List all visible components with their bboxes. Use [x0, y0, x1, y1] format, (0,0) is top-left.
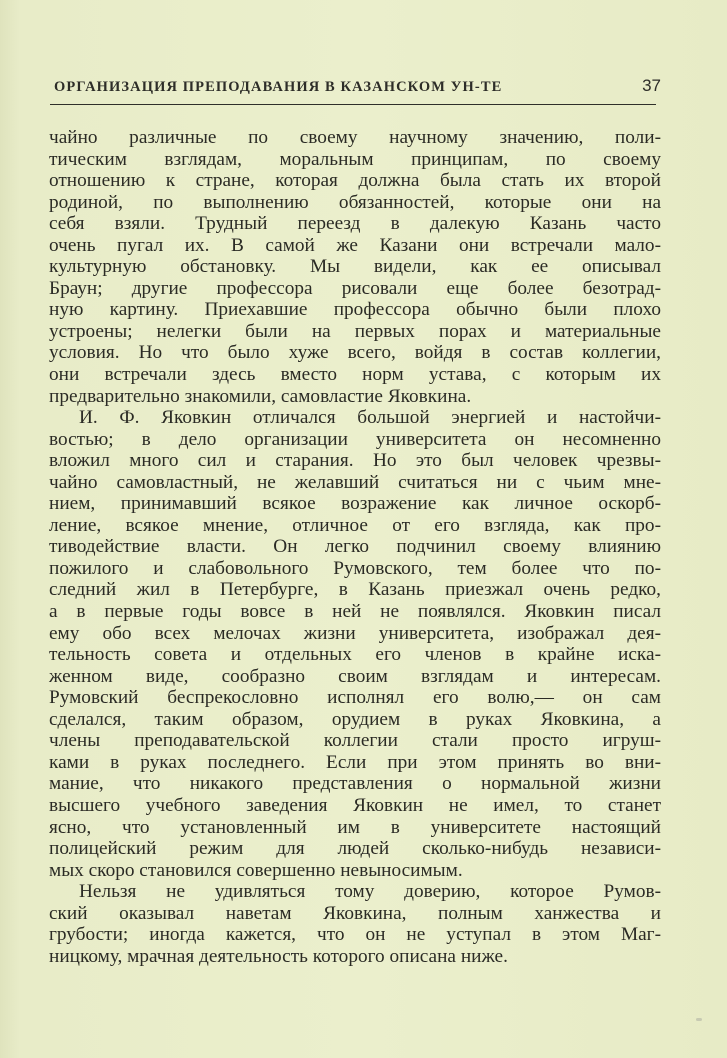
- text-line: высшего учебного заведения Яковкин не имел, то станет: [49, 794, 661, 816]
- paper-speck: [696, 1018, 702, 1021]
- text-line: себя взяли. Трудный переезд в далекую Казань часто: [49, 213, 661, 235]
- text-line: ему обо всех мелочах жизни университета, изображал дея-: [49, 622, 661, 644]
- text-line: женном виде, сообразно своим взглядам и интересам.: [49, 665, 661, 687]
- text-line: они встречали здесь вместо норм устава, с которым их: [49, 364, 661, 386]
- text-line: Румовский беспрекословно исполнял его волю,— он сам: [49, 687, 661, 709]
- text-line: родиной, по выполнению обязанностей, которые они на: [49, 191, 661, 213]
- text-line: тиводействие власти. Он легко подчинил своему влиянию: [49, 536, 661, 558]
- text-line: пожилого и слабовольного Румовского, тем более что по-: [49, 557, 661, 579]
- text-line: отношению к стране, которая должна была стать их второй: [49, 170, 661, 192]
- text-line: сделался, таким образом, орудием в руках Яковкина, а: [49, 708, 661, 730]
- text-line: чайно различные по своему научному значению, поли-: [49, 127, 661, 148]
- text-line: И. Ф. Яковкин отличался большой энергией и настойчи-: [79, 407, 661, 429]
- text-line: ную картину. Приехавшие профессора обычно были плохо: [49, 299, 661, 321]
- text-line: устроены; нелегки были на первых порах и материальные: [49, 320, 661, 342]
- text-line: мых скоро становился совершенно невыносимым.: [49, 859, 463, 881]
- text-line: тическим взглядам, моральным принципам, по своему: [49, 148, 661, 170]
- running-head: [49, 76, 661, 96]
- text-line: ский оказывал наветам Яковкина, полным ханжества и: [49, 902, 661, 924]
- text-line: грубости; иногда кажется, что он не уступал в этом Маг-: [49, 924, 661, 946]
- text-line: тельность совета и отдельных его членов в крайне иска-: [49, 644, 661, 666]
- text-line: ясно, что установленный им в университете настоящий: [49, 816, 661, 838]
- text-line: мание, что никакого представления о нормальной жизни: [49, 773, 661, 795]
- text-line: условия. Но что было хуже всего, войдя в состав коллегии,: [49, 342, 661, 364]
- text-line: а в первые годы вовсе в ней не появлялся. Яковкин писал: [49, 601, 661, 623]
- text-line: Нельзя не удивляться тому доверию, которое Румов-: [79, 881, 661, 903]
- text-line: нием, принимавший всякое возражение как личное оскорб-: [49, 493, 661, 515]
- text-line: вложил много сил и старания. Но это был человек чрезвы-: [49, 450, 661, 472]
- text-line: предварительно знакомили, самовластие Яковкина.: [49, 385, 472, 407]
- text-line: следний жил в Петербурге, в Казань приезжал очень редко,: [49, 579, 661, 601]
- text-line: ницкому, мрачная деятельность которого описана ниже.: [49, 945, 508, 967]
- text-line: Браун; другие профессора рисовали еще более безотрад-: [49, 277, 661, 299]
- text-line: ление, всякое мнение, отличное от его взгляда, как про-: [49, 514, 661, 536]
- text-line: полицейский режим для людей сколько-нибудь независи-: [49, 838, 661, 860]
- paragraph: [49, 881, 661, 967]
- paragraph: [49, 407, 661, 881]
- text-line: члены преподавательской коллегии стали просто игруш-: [49, 730, 661, 752]
- paragraph: [49, 127, 661, 407]
- text-line: ками в руках последнего. Если при этом принять во вни-: [49, 751, 661, 773]
- body-text: [49, 127, 661, 967]
- page-number: 37: [642, 76, 661, 95]
- text-line: очень пугал их. В самой же Казани они встречали мало-: [49, 234, 661, 256]
- running-title: ОРГАНИЗАЦИЯ ПРЕПОДАВАНИЯ В КАЗАНСКОМ УН-ТЕ: [54, 79, 503, 95]
- text-line: востью; в дело организации университета он несомненно: [49, 428, 661, 450]
- text-line: чайно самовластный, не желавший считаться ни с чьим мне-: [49, 471, 661, 493]
- text-line: культурную обстановку. Мы видели, как ее описывал: [49, 256, 661, 278]
- header-rule: [50, 104, 656, 105]
